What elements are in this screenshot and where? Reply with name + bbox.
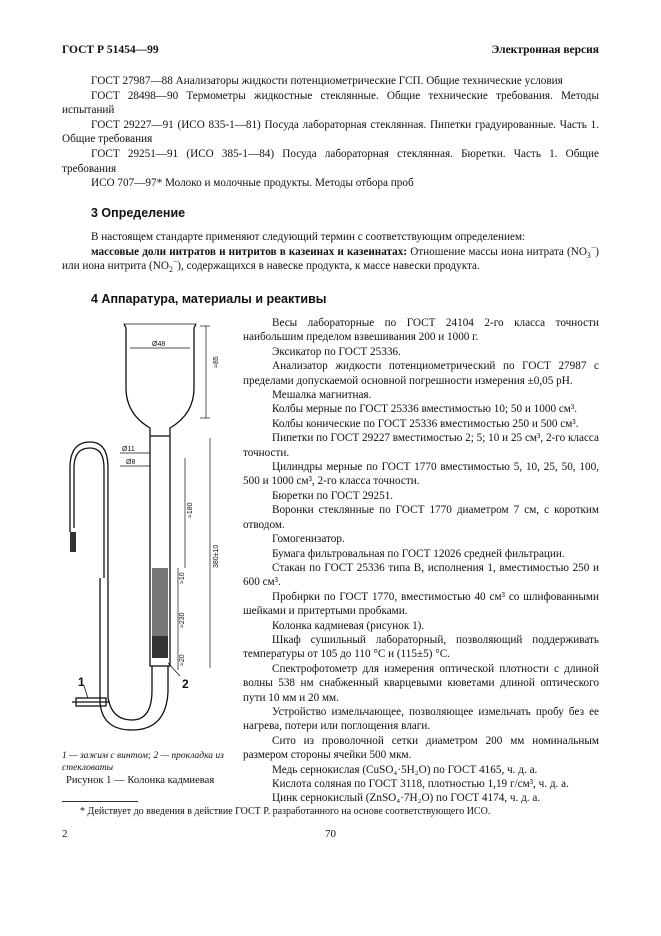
dim-inner-diameter: Ø8 — [126, 459, 136, 466]
dim-wool-length: ≈20 — [179, 654, 186, 666]
term: массовые доли нитратов и нитритов в казеинах и казеинатах: — [91, 245, 408, 258]
label-1-clamp: 1 — [78, 675, 85, 689]
apparatus-item: Колбы мерные по ГОСТ 25336 вместимостью 10; 50 и 1000 см³. — [272, 403, 578, 416]
apparatus-item: Цинк сернокислый (ZnSO₄·7H₂O) по ГОСТ 4174, ч. д. а. — [272, 792, 541, 805]
dim-top-gap: ≈10 — [179, 572, 186, 584]
definition-text: Отношение массы иона нитрата — [407, 245, 564, 258]
dim-funnel-diameter: Ø48 — [152, 341, 166, 348]
page-number-center: 70 — [325, 828, 336, 840]
apparatus-item: Пипетки по ГОСТ 29227 вместимостью 2; 5; 10 и 25 см³, 2-го класса точности. — [243, 432, 599, 459]
reference-item: ГОСТ 27987—88 Анализаторы жидкости потенциометрические ГСП. Общие технические условия — [91, 75, 563, 87]
reference-item: ИСО 707—97* Молоко и молочные продукты. Методы отбора проб — [91, 177, 414, 190]
section-3-intro: В настоящем стандарте применяют следующий термин с соответствующим определением: — [91, 231, 526, 243]
apparatus-item: Пробирки по ГОСТ 1770, вместимостью 40 см³ со шлифованными шейками и притертыми пробками. — [243, 590, 599, 618]
cadmium-column-figure — [60, 318, 235, 738]
outlet-hook-tube — [74, 448, 104, 578]
dim-tube-length: ≈180 — [187, 502, 194, 518]
funnel-right-wall — [170, 324, 196, 436]
section-4-heading: 4 Аппаратура, материалы и реактивы — [91, 292, 327, 306]
apparatus-item: Цилиндры мерные по ГОСТ 1770 вместимостью 5, 10, 25, 50, 100, 500 и 1000 см³, 2-го класса точности. — [243, 461, 599, 488]
apparatus-item: Медь сернокислая (CuSO₄·5H₂O) по ГОСТ 4165, ч. д. а. — [272, 763, 538, 776]
section-3-body — [62, 230, 599, 274]
apparatus-item: Весы лабораторные по ГОСТ 24104 2-го класса точности наибольшим пределом взвешивания 200 и 1000 г. — [243, 317, 599, 344]
apparatus-item: Спектрофотометр для измерения оптической плотности с длиной волны 538 нм снабженный кварцевыми кюветами длиной оптического пути 10 мм и 20 мм. — [243, 662, 599, 704]
figure-legend: 1 — зажим с винтом; 2 — прокладка из стекловаты — [62, 751, 224, 773]
dim-total-length: 380±10 — [213, 544, 220, 568]
funnel-left-wall — [124, 324, 150, 436]
apparatus-item: Колбы конические по ГОСТ 25336 вместимостью 250 и 500 см³. — [272, 417, 579, 430]
nitrite-sup: − — [172, 257, 178, 267]
definition-text-c: ), содержащихся в навеске продукта, к массе навески продукта. — [177, 260, 480, 273]
definition-text-b: ) или иона нитрита (NO — [62, 245, 599, 273]
apparatus-item: Шкаф сушильный лабораторный, позволяющий поддерживать температуры от 105 до 110 °С и (115±5) °С. — [243, 633, 599, 661]
u-bend-tube — [108, 666, 152, 720]
references-list — [62, 74, 599, 191]
header-standard-code: ГОСТ Р 51454—99 — [62, 44, 159, 56]
apparatus-item: Анализатор жидкости потенциометрический по ГОСТ 27987 с пределами допускаемой основной погрешности измерения ±0,05 pH. — [243, 360, 599, 387]
apparatus-item: Устройство измельчающее, позволяющее измельчать пробу без ее нагрева, потери или поглощения влаги. — [243, 705, 599, 733]
dim-packing-length: ≈230 — [179, 612, 186, 628]
reference-item: ГОСТ 29227—91 (ИСО 835-1—81) Посуда лабораторная стеклянная. Пипетки градуированные. Часть 1. Общие требования — [62, 118, 599, 146]
apparatus-item: Бюретки по ГОСТ 29251. — [272, 489, 394, 502]
apparatus-item: Кислота соляная по ГОСТ 3118, плотностью 1,19 г/см³, ч. д. а. — [272, 778, 569, 790]
apparatus-item: Колонка кадмиевая (рисунок 1). — [272, 619, 425, 632]
apparatus-item: Стакан по ГОСТ 25336 типа В, исполнения 1, вместимостью 250 и 600 см³. — [243, 561, 599, 589]
footnote: * Действует до введения в действие ГОСТ Р. разработанного на основе соответствующего ИСО. — [80, 806, 491, 817]
header-version: Электронная версия — [491, 44, 599, 56]
footnote-rule — [62, 801, 138, 802]
label-2-packing: 2 — [182, 677, 189, 691]
tube-end — [70, 532, 76, 552]
section-3-heading: 3 Определение — [91, 206, 186, 220]
glass-wool-packing — [152, 636, 168, 658]
apparatus-item: Мешалка магнитная. — [272, 389, 372, 402]
cadmium-packing — [152, 568, 168, 636]
figure-caption: Рисунок 1 — Колонка кадмиевая — [66, 775, 215, 786]
apparatus-item: Эксикатор по ГОСТ 25336. — [272, 345, 401, 358]
apparatus-item: Бумага фильтровальная по ГОСТ 12026 средней фильтрации. — [272, 547, 565, 560]
apparatus-list — [243, 316, 599, 806]
nitrate-formula: ($NO_3^-$ — [567, 242, 596, 260]
apparatus-item: Гомогенизатор. — [272, 533, 345, 546]
section-3-definition — [62, 242, 599, 275]
nitrite-sub: 2 — [168, 265, 173, 275]
page-number-left: 2 — [62, 828, 68, 840]
apparatus-item: Воронки стеклянные по ГОСТ 1770 диаметром 7 см, с коротким отводом. — [243, 504, 599, 531]
dim-outer-diameter: Ø11 — [122, 446, 135, 453]
reference-item: ГОСТ 28498—90 Термометры жидкостные стеклянные. Общие технические требования. Методы испытаний — [62, 89, 599, 117]
apparatus-item: Сито из проволочной сетки диаметром 200 мм номинальным размером стороны ячейки 500 мкм. — [243, 734, 599, 762]
dim-funnel-height: ≈85 — [213, 356, 220, 368]
reference-item: ГОСТ 29251—91 (ИСО 385-1—84) Посуда лабораторная стеклянная. Бюретки. Часть 1. Общие требования — [62, 147, 599, 175]
